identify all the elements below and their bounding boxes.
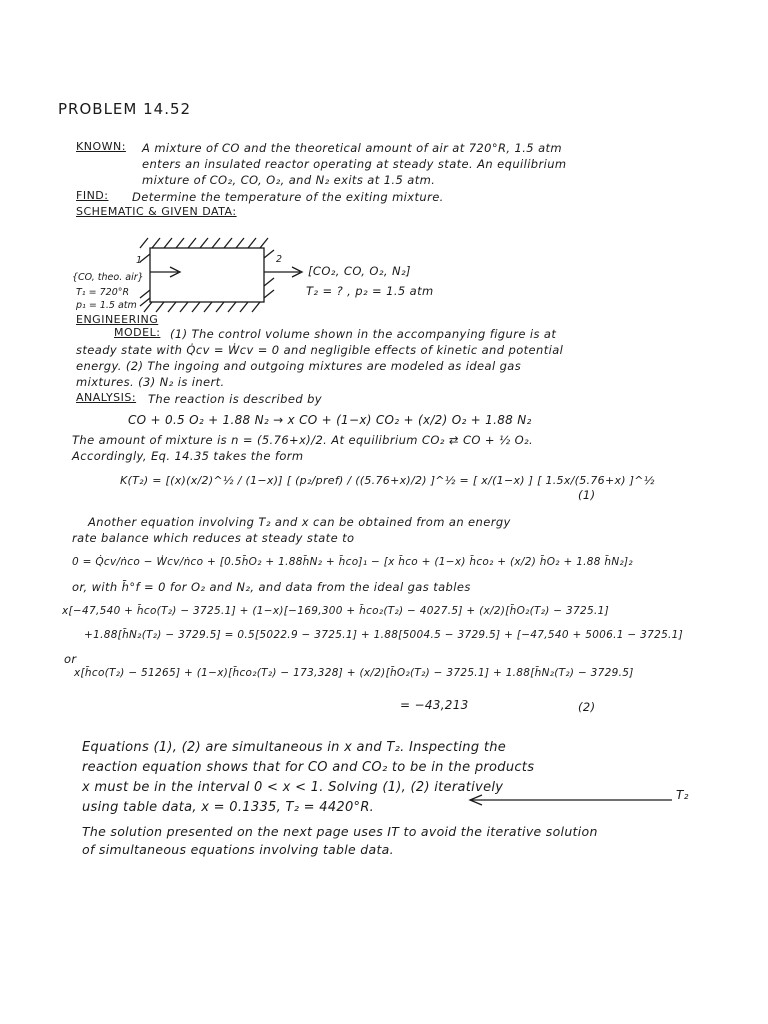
known-line-1: A mixture of CO and the theoretical amount of air at 720°R, 1.5 atm [142, 141, 563, 155]
model-line-3: energy. (2) The ingoing and outgoing mixtures are modeled as ideal gas [76, 359, 522, 373]
equation-2-number: (2) [578, 700, 596, 714]
model-line-2: steady state with Q̇cv = Ẇcv = 0 and negligible effects of kinetic and potential [76, 343, 564, 357]
reduced-equation-result: = −43,213 [400, 698, 469, 712]
model-label-1: ENGINEERING [76, 313, 159, 326]
analysis-intro: The reaction is described by [148, 392, 322, 406]
expanded-equation-line-1: x[−47,540 + h̄co(T₂) − 3725.1] + (1−x)[−169,300 + h̄co₂(T₂) − 4027.5] + (x/2)[h̄O₂(T₂) − 3725.1] [62, 605, 609, 617]
find-label: FIND: [76, 189, 109, 202]
inlet-temperature: T₁ = 720°R [76, 287, 130, 298]
inlet-pressure: p₁ = 1.5 atm [76, 300, 137, 311]
reduced-equation-line: x[h̄co(T₂) − 51265] + (1−x)[h̄co₂(T₂) − 173,328] + (x/2)[h̄O₂(T₂) − 3725.1] + 1.88[h̄N₂(T₂) − 3729.5] [74, 667, 634, 679]
or-label: or [64, 652, 77, 666]
ideal-gas-table-line: or, with h̄°f = 0 for O₂ and N₂, and data from the ideal gas tables [72, 580, 471, 594]
conclusion-line-3: x must be in the interval 0 < x < 1. Solving (1), (2) iteratively [82, 780, 504, 795]
port-1-label: 1 [136, 255, 143, 266]
equilibrium-constant-equation: K(T₂) = [(x)(x/2)^½ / (1−x)] [ (p₂/pref) / ((5.76+x)/2) ]^½ = [ x/(1−x) ] [ 1.5x/(5.76+x) ]^½ [120, 474, 655, 487]
inlet-species: {CO, theo. air} [72, 272, 144, 283]
port-2-label: 2 [276, 254, 283, 265]
expanded-equation-line-2: +1.88[h̄N₂(T₂) − 3729.5] = 0.5[5022.9 − 3725.1] + 1.88[5004.5 − 3729.5] + [−47,540 + 5006.1 − 3725.1] [84, 629, 684, 641]
known-line-3: mixture of CO₂, CO, O₂, and N₂ exits at 1.5 atm. [142, 173, 436, 187]
analysis-label: ANALYSIS: [76, 391, 137, 404]
reactor-box [150, 248, 264, 302]
accordingly-line: Accordingly, Eq. 14.35 takes the form [72, 449, 304, 463]
insulation-hatching-right [264, 250, 274, 298]
energy-balance-line-1: Another equation involving T₂ and x can be obtained from an energy [88, 515, 511, 529]
equation-1-number: (1) [578, 488, 596, 502]
outlet-species: [CO₂, CO, O₂, N₂] [308, 264, 411, 278]
result-arrow-label: T₂ [676, 788, 689, 802]
mixture-amount-line: The amount of mixture is n = (5.76+x)/2. At equilibrium CO₂ ⇄ CO + ½ O₂. [72, 433, 534, 447]
known-label: KNOWN: [76, 140, 126, 153]
find-text: Determine the temperature of the exiting mixture. [132, 190, 444, 204]
conclusion-line-1: Equations (1), (2) are simultaneous in x and T₂. Inspecting the [82, 740, 507, 755]
model-line-4: mixtures. (3) N₂ is inert. [76, 375, 225, 389]
outlet-state: T₂ = ? , p₂ = 1.5 atm [306, 284, 434, 298]
insulation-hatching-bottom [144, 302, 260, 312]
known-line-2: enters an insulated reactor operating at steady state. An equilibrium [142, 157, 567, 171]
problem-title: PROBLEM 14.52 [58, 100, 192, 118]
conclusion-line-2: reaction equation shows that for CO and CO₂ to be in the products [82, 760, 535, 775]
closing-note-line-1: The solution presented on the next page uses IT to avoid the iterative solution [82, 824, 598, 839]
energy-balance-equation: 0 = Q̇cv/ṅco − Ẇcv/ṅco + [0.5h̄O₂ + 1.88h̄N₂ + h̄co]₁ − [x h̄co + (1−x) h̄co₂ + (x/2) h̄O₂ + 1.88 h̄N₂]₂ [72, 556, 633, 568]
energy-balance-line-2: rate balance which reduces at steady state to [72, 531, 355, 545]
schematic-label: SCHEMATIC & GIVEN DATA: [76, 205, 237, 218]
model-label-2: MODEL: [114, 326, 161, 339]
conclusion-line-4: using table data, x = 0.1335, T₂ = 4420°R. [82, 800, 375, 815]
insulation-hatching-top [140, 238, 268, 248]
model-line-1: (1) The control volume shown in the accompanying figure is at [170, 327, 557, 341]
closing-note-line-2: of simultaneous equations involving table data. [82, 842, 394, 857]
reaction-equation: CO + 0.5 O₂ + 1.88 N₂ → x CO + (1−x) CO₂ + (x/2) O₂ + 1.88 N₂ [128, 413, 532, 427]
